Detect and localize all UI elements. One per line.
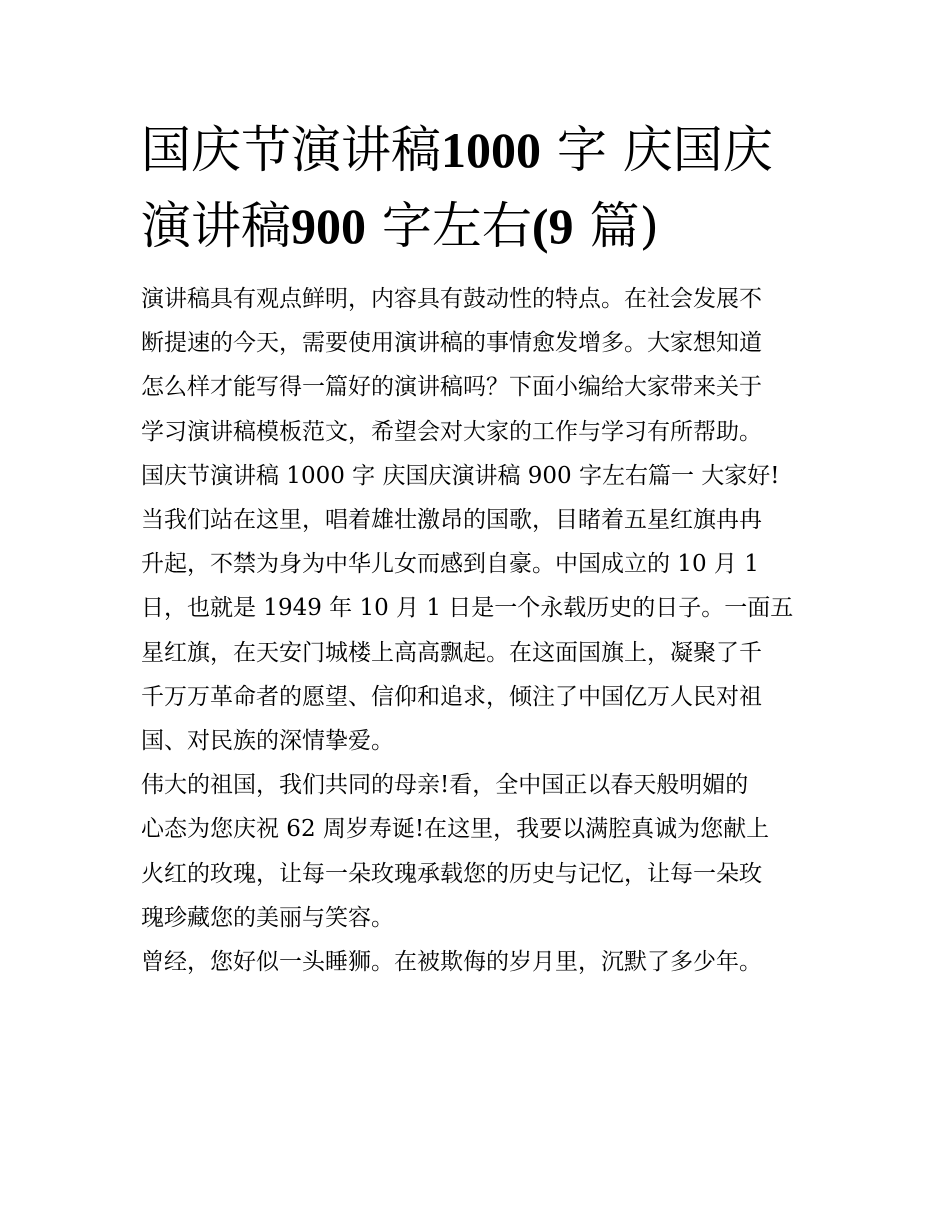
body-line: 瑰珍藏您的美丽与笑容。 [141,904,394,931]
title-line-1: 国庆节演讲稿1000 字 庆国庆 [141,121,773,179]
body-line: 星红旗，在天安门城楼上高高飘起。在这面国旗上，凝聚了千 [141,639,762,666]
document-body [141,277,821,984]
body-line: 千万万革命者的愿望、信仰和追求，倾注了中国亿万人民对祖 [141,683,762,710]
body-line: 当我们站在这里，唱着雄壮激昂的国歌，目睹着五星红旗冉冉 [141,507,762,534]
body-line: 火红的玫瑰，让每一朵玫瑰承载您的历史与记忆，让每一朵玫 [141,860,762,887]
paragraph-intro [141,277,821,763]
body-line: 升起，不禁为身为中华儿女而感到自豪。中国成立的 10 月 1 [141,551,759,578]
paragraph-motherland [141,763,821,940]
body-line: 曾经，您好似一头睡狮。在被欺侮的岁月里，沉默了多少年。 [141,949,762,976]
body-line: 伟大的祖国，我们共同的母亲!看，全中国正以春天般明媚的 [141,772,749,799]
body-line: 演讲稿具有观点鲜明，内容具有鼓动性的特点。在社会发展不 [141,286,762,312]
title-line-2: 演讲稿900 字左右(9 篇) [141,197,659,255]
body-line: 国庆节演讲稿 1000 字 庆国庆演讲稿 900 字左右篇一 大家好! [141,462,780,489]
document-page [141,112,821,984]
body-line: 怎么样才能写得一篇好的演讲稿吗？下面小编给大家带来关于 [141,374,762,401]
body-line: 学习演讲稿模板范文，希望会对大家的工作与学习有所帮助。 [141,418,762,445]
body-line: 国、对民族的深情挚爱。 [141,728,394,755]
body-line: 心态为您庆祝 62 周岁寿诞!在这里，我要以满腔真诚为您献上 [141,816,770,843]
paragraph-history [141,940,821,984]
body-line: 断提速的今天，需要使用演讲稿的事情愈发增多。大家想知道 [141,330,762,357]
document-title [141,112,821,264]
body-line: 日，也就是 1949 年 10 月 1 日是一个永载历史的日子。一面五 [141,595,794,622]
